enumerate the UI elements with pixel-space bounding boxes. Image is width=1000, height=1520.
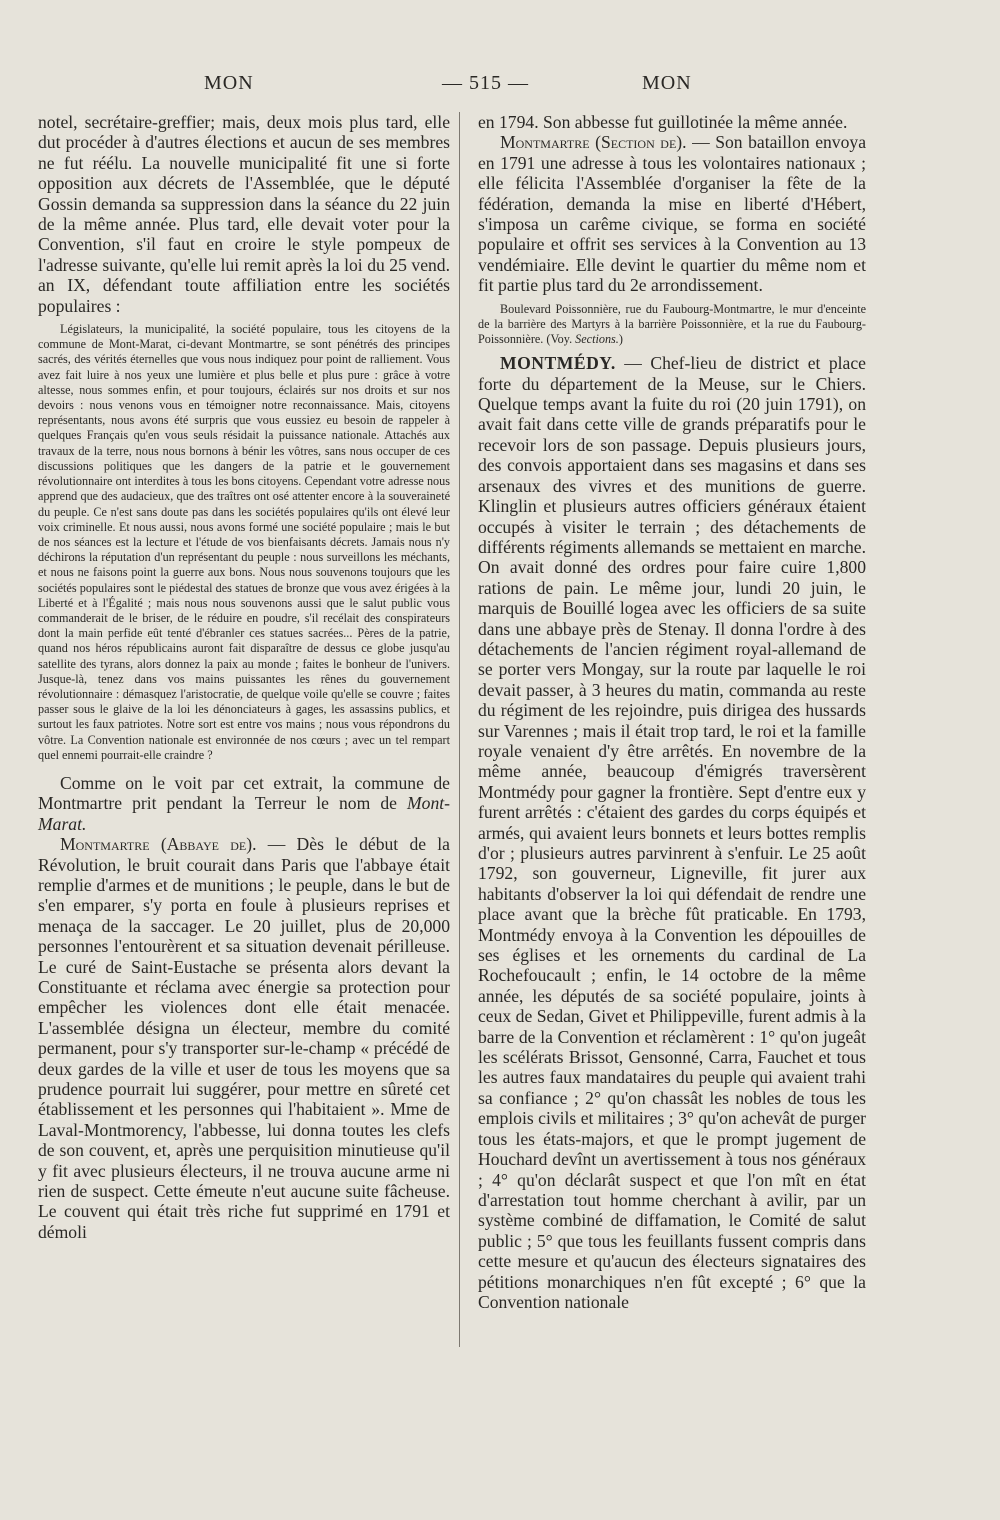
entry-text: — Dès le début de la Révolution, le bruit courait dans Paris que l'abbaye était remplie d'armes et de munitions ; le peuple, dans le but de s'en emparer, s'y porta en foule à plusieurs reprises et menaça de la saccager. Le 20 juillet, plus de 20,000 personnes l'entourèrent et sa situation devenait périlleuse. Le curé de Saint-Eustache se présenta alors devant la Constituante et réclama avec énergie sa protection pour empêcher les violences dont elle était menacée. L'assemblée désigna un électeur, membre du comité permanent, pour s'y transporter sur-le-champ « précédé de deux gardes de la ville et user de tous les moyens que sa prudence pourrait lui suggérer, pour mettre en sûreté cet établissement et les personnes qui l'habitaient ». Mme de Laval-Montmorency, l'abbesse, lui donna toutes les clefs de son couvent, et, après une perquisition minutieuse qu'il y fit avec plusieurs électeurs, il ne trouva aucune arme ni rien de suspect. Cette émeute n'eut aucune suite fâcheuse. Le couvent qui était très riche fut supprimé en 1791 et démoli	[38, 834, 450, 1242]
paragraph-municipality: notel, secrétaire-greffier; mais, deux mois plus tard, elle dut procéder à d'autres élections et aucun de ses membres ne fut réélu. La nouvelle municipalité fit une si forte opposition aux décrets de l'Assemblée, que le député Gossin demanda sa suppression dans la séance du 22 juin de la même année. Plus tard, elle devait voter pour la Convention, s'il faut en croire le style pompeux de l'adresse suivante, qu'elle lui remit après la loi du 25 vend. an IX, défendant toute affiliation entre les sociétés populaires :	[38, 112, 450, 316]
note-text: Boulevard Poissonnière, rue du Faubourg-Montmartre, le mur d'enceinte de la barrière des Martyrs à la barrière Poissonnière, et la rue du Faubourg-Poissonnière. (Voy.	[478, 301, 866, 347]
right-column	[478, 112, 866, 1312]
entry-montmartre-section	[478, 132, 866, 295]
mont-marat-name: Mont-Marat.	[38, 793, 450, 834]
page-number: — 515 —	[442, 72, 529, 94]
entry-heading: Montmartre (Section de).	[500, 132, 687, 153]
note-reference: Sections.	[575, 332, 619, 347]
entry-montmartre-abbaye	[38, 834, 450, 1242]
quoted-address: Législateurs, la municipalité, la société populaire, tous les citoyens de la commune de Mont-Marat, ci-devant Montmartre, se sont pénétrés des principes sacrés, des vérités éternelles que vous nous indiquez pour point de ralliement. Vous avez fait luire à nos yeux une lumière et plus belle et plus pure : grâce à votre altesse, nous sommes enfin, et pour toujours, éclairés sur nos droits et sur nos devoirs : nous venons vous en témoigner notre reconnaissance. Mais, citoyens représentants, nous avons été surpris que vous eussiez eu besoin de rappeler à quelques Français qu'en vous seuls résidait la puissance nationale. Attachés aux travaux de la terre, nous nous bornons à bénir les vôtres, sans nous occuper de ces discussions politiques que les dangers de la patrie et le gouvernement révolutionnaire ont interdites à tous les bons citoyens. Cependant votre adresse nous apprend que des audacieux, que des traîtres ont osé attenter encore à la souveraineté du peuple. Ce n'est sans doute pas dans les sociétés populaires qu'ils ont élevé leur voix criminelle. Et nous aussi, nous avons formé une société populaire ; mais le but de nos séances est la lecture et l'étude de vos bienfaisants décrets. Jamais nous n'y déchirons la réputation d'un représentant du peuple : nous surveillons les méchants, et nous ne faisons point la guerre aux bons. Nous nous souvenons toujours que les sociétés populaires sont le piédestal des statues de bronze que vous avez érigées à la Liberté et à l'Égalité ; mais nous nous souvenons aussi que le salut public vous commanderait de le briser, de le réduire en poudre, s'il recélait des conspirateurs dont la main perfide eût tenté d'ébranler ces statues sacrées... Pères de la patrie, quand nos héros républicains auront fait disparaître de dessus ce globe jusqu'au satellite des tyrans, alors donnez la paix au monde ; faites le bonheur de l'univers. Jusque-là, tenez dans vos mains puissantes les rênes du gouvernement révolutionnaire : démasquez l'aristocratie, de quelque voile qu'elle se couvre ; faites passer sous le glaive de la loi les dénonciateurs à gages, les assassins publics, et surtout les faux patriotes. Notre sort est entre vos mains ; nous vous répondrons du vôtre. La Convention nationale est environnée de nos cœurs ; avec un tel rempart quel ennemi pourrait-elle craindre ?	[38, 322, 450, 762]
paragraph-abbesse: en 1794. Son abbesse fut guillotinée la même année.	[478, 112, 848, 132]
left-column	[38, 112, 450, 1242]
running-header	[0, 72, 1000, 102]
mont-marat-text: Comme on le voit par cet extrait, la commune de Montmartre prit pendant la Terreur le nom de	[38, 772, 450, 814]
entry-heading: Montmartre (Abbaye de).	[60, 834, 257, 855]
header-right-word: MON	[642, 72, 692, 94]
section-boundaries-note	[478, 302, 866, 348]
entry-text: — Chef-lieu de district et place forte du département de la Meuse, sur le Chiers. Quelque temps avant la fuite du roi (20 juin 1791), on avait fait dans cette ville de grands préparatifs pour le recevoir lors de son passage. Depuis plusieurs jours, des convois apportaient dans ses magasins et dans ses arsenaux des vivres et des munitions de guerre. Klinglin et plusieurs autres officiers généraux étaient occupés à visiter le terrain ; des détachements de différents régiments allemands se mettaient en marche. On avait donné des ordres pour faire cuire 1,800 rations de pain. Le même jour, lundi 20 juin, le marquis de Bouillé logea avec les officiers de sa suite dans une abbaye près de Stenay. Il donna l'ordre à des détachements de l'ancien régiment royal-allemand de se porter vers Mongay, sur la route par laquelle le roi devait passer, à 3 heures du matin, commanda au reste du régiment de les rejoindre, puis dirigea des hussards sur Varennes ; mais il était trop tard, le roi et la famille royale venaient d'y être arrêtés. En novembre de la même année, beaucoup d'émigrés traversèrent Montmédy pour gagner la frontière. Sept d'entre eux y furent arrêtés : c'étaient des gardes du corps équipés et armés, qui avaient leurs bonnets et leurs bottes remplis d'or ; plusieurs autres parvinrent à s'enfuir. Le 25 août 1792, son gouverneur, Ligneville, fit jurer aux habitants d'observer la loi qui défendait de rendre une place avant que la brèche fût praticable. En 1793, Montmédy envoya à la Convention les dépouilles de ses églises et les ornements du cardinal de La Rochefoucault ; enfin, le 14 octobre de la même année, les députés de sa société populaire, joints à ceux de Sedan, Givet et Philippeville, furent admis à la barre de la Convention et réclamèrent : 1° qu'on jugeât les scélérats Brissot, Gensonné, Carra, Fauchet et tous les autres faux mandataires du peuple qui avaient trahi sa confiance ; 2° qu'on chassât les nobles de tous les emplois civils et militaires ; 3° qu'on achevât de purger tous les états-majors, et que le prompt jugement de Houchard devînt un avertissement à tous nos généraux ; 4° qu'on déclarât suspect et que l'on mît en état d'arrestation tout homme cherchant à avilir, par un système combiné de diffamation, le Comité de salut public ; 5° que tous les feuillants fussent compris dans cette mesure et qu'aucun des électeurs signataires des pétitions monarchiques n'en fût excepté ; 6° que la Convention nationale	[478, 353, 866, 1312]
note-close: )	[618, 332, 623, 347]
paragraph-mont-marat	[38, 773, 450, 834]
entry-heading: MONTMÉDY.	[500, 353, 616, 374]
entry-montmedy	[478, 353, 866, 1312]
column-divider	[459, 112, 460, 1347]
entry-text: — Son bataillon envoya en 1791 une adresse à tous les volontaires nationaux ; elle félicita l'Assemblée d'organiser la fête de la fédération, demanda la mise en liberté d'Hébert, s'imposa un carême civique, se forma en société populaire et offrit ses services à la Convention au 13 vendémiaire. Elle devint le quartier du même nom et fit partie plus tard du 2e arrondissement.	[478, 132, 867, 296]
header-left-word: MON	[204, 72, 254, 94]
